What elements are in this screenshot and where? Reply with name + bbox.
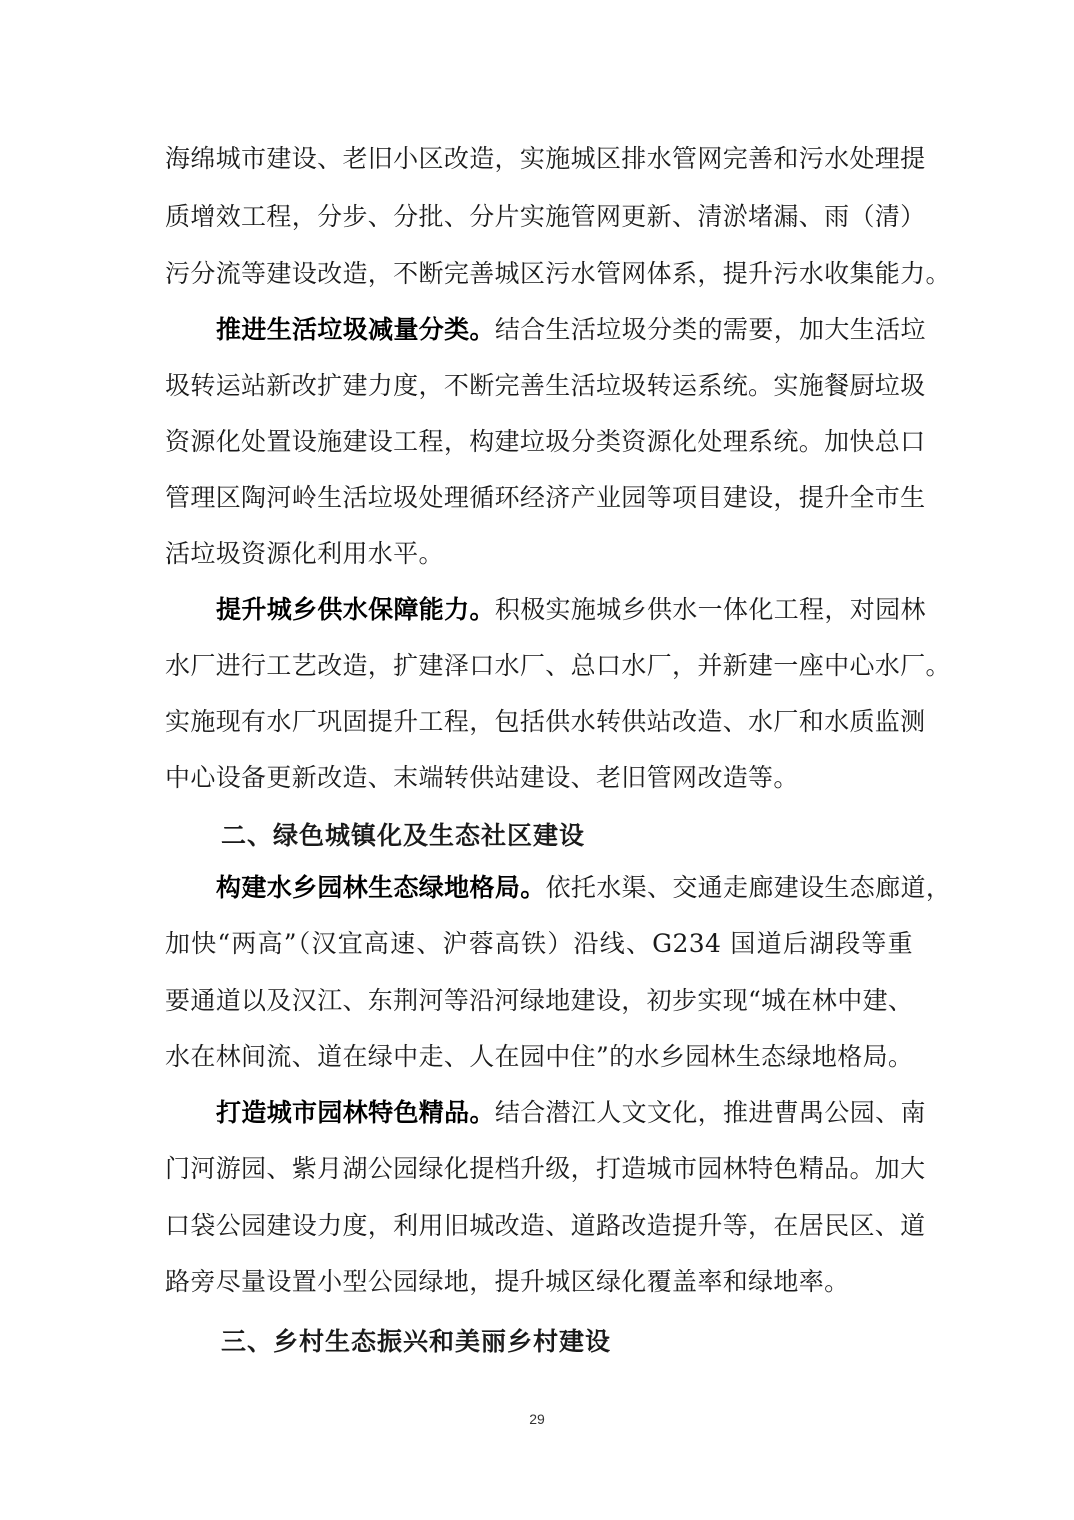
paragraph-5-line-2: 门河游园、紫月湖公园绿化提档升级，打造城市园林特色精品。加大 — [165, 1154, 926, 1183]
paragraph-5-lead: 打造城市园林特色精品。 — [216, 1098, 495, 1127]
paragraph-3-lead: 提升城乡供水保障能力。 — [216, 595, 495, 624]
paragraph-2-line-1-text: 结合生活垃圾分类的需要，加大生活垃 — [494, 315, 926, 344]
paragraph-5-line-1-text: 结合潜江人文文化，推进曹禺公园、南 — [494, 1098, 926, 1127]
paragraph-5-line-3: 口袋公园建设力度，利用旧城改造、道路改造提升等，在居民区、道 — [165, 1211, 926, 1240]
paragraph-3-line-1 — [216, 594, 926, 626]
paragraph-4-line-1-text: 依托水渠、交通走廊建设生态廊道， — [545, 873, 952, 902]
paragraph-2-line-1 — [216, 314, 926, 346]
page-number: 29 — [529, 1411, 545, 1427]
paragraph-4-lead: 构建水乡园林生态绿地格局。 — [216, 873, 546, 902]
paragraph-2-line-2: 圾转运站新改扩建力度，不断完善生活垃圾转运系统。实施餐厨垃圾 — [165, 371, 926, 400]
section-heading-2: 二、绿色城镇化及生态社区建设 — [221, 821, 586, 850]
paragraph-5-line-1 — [216, 1097, 926, 1129]
paragraph-1-line-1: 海绵城市建设、老旧小区改造，实施城区排水管网完善和污水处理提 — [165, 144, 926, 173]
paragraph-3-line-1-text: 积极实施城乡供水一体化工程，对园林 — [494, 595, 926, 624]
paragraph-2-line-4: 管理区陶河岭生活垃圾处理循环经济产业园等项目建设，提升全市生 — [165, 483, 926, 512]
paragraph-2-line-5: 活垃圾资源化利用水平。 — [165, 539, 444, 568]
paragraph-2-lead: 推进生活垃圾减量分类。 — [216, 315, 495, 344]
paragraph-4-line-3: 要通道以及汉江、东荆河等沿河绿地建设，初步实现“城在林中建、 — [165, 986, 914, 1015]
section-heading-3: 三、乡村生态振兴和美丽乡村建设 — [221, 1327, 612, 1356]
paragraph-5-line-4: 路旁尽量设置小型公园绿地，提升城区绿化覆盖率和绿地率。 — [165, 1267, 850, 1296]
paragraph-3-line-4: 中心设备更新改造、末端转供站建设、老旧管网改造等。 — [165, 763, 799, 792]
paragraph-1-line-3: 污分流等建设改造，不断完善城区污水管网体系，提升污水收集能力。 — [165, 259, 951, 288]
paragraph-3-line-2: 水厂进行工艺改造，扩建泽口水厂、总口水厂，并新建一座中心水厂。 — [165, 651, 951, 680]
paragraph-4-line-4: 水在林间流、道在绿中走、人在园中住”的水乡园林生态绿地格局。 — [165, 1042, 914, 1071]
paragraph-2-line-3: 资源化处置设施建设工程，构建垃圾分类资源化处理系统。加快总口 — [165, 427, 926, 456]
paragraph-3-line-3: 实施现有水厂巩固提升工程，包括供水转供站改造、水厂和水质监测 — [165, 707, 926, 736]
paragraph-1-line-2: 质增效工程，分步、分批、分片实施管网更新、清淤堵漏、雨（清） — [165, 202, 926, 231]
paragraph-4-line-1 — [216, 872, 952, 904]
paragraph-4-line-2: 加快“两高”（汉宜高速、沪蓉高铁）沿线、G234 国道后湖段等重 — [165, 929, 913, 958]
